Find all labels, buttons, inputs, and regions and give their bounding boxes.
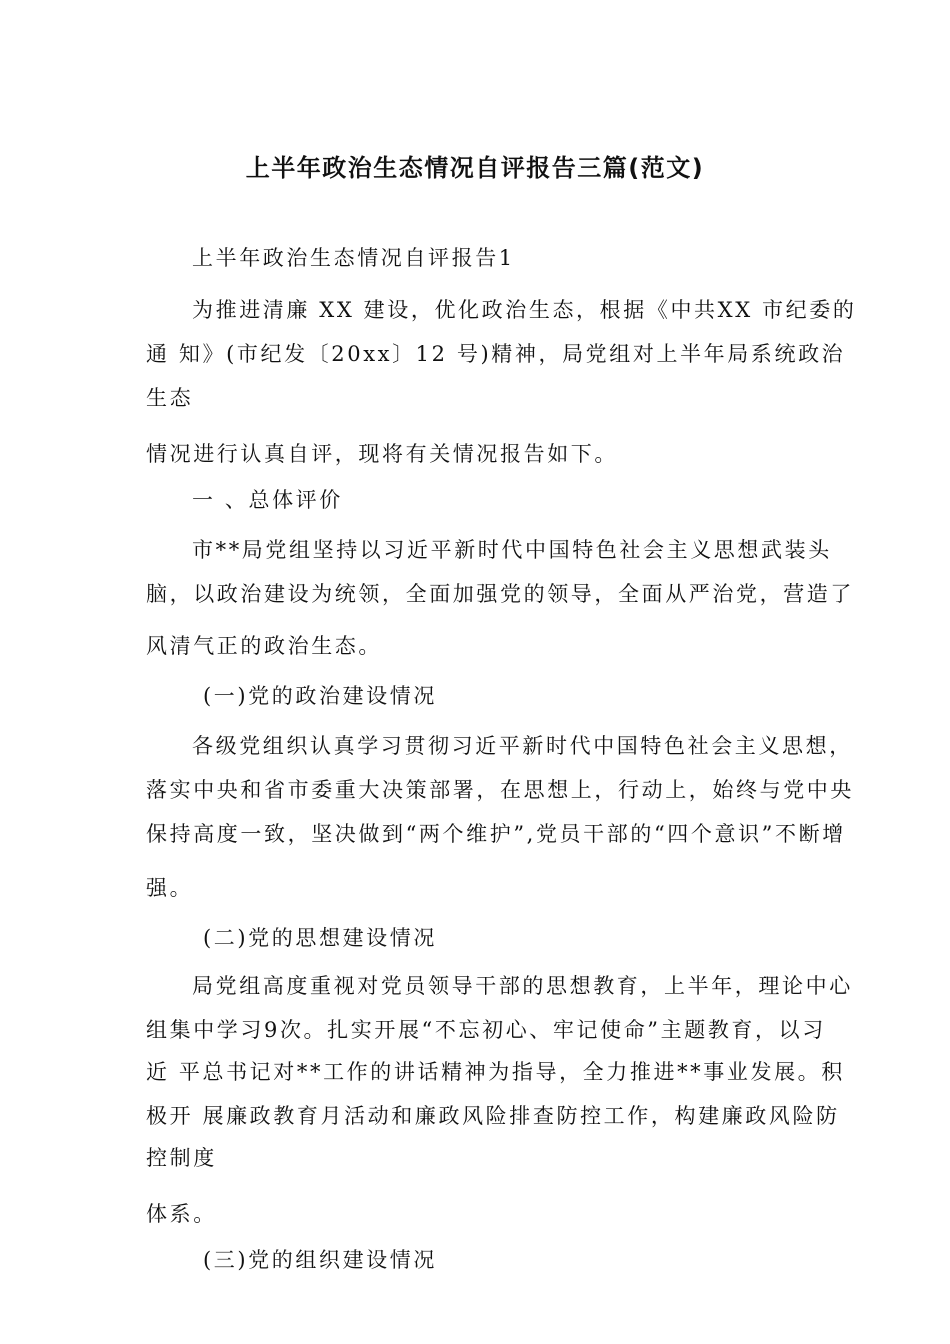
paragraph-line: 脑，以政治建设为统领，全面加强党的领导，全面从严治党，营造了 <box>146 582 854 606</box>
paragraph-line: 风清气正的政治生态。 <box>146 634 382 658</box>
paragraph-line: 强。 <box>146 876 194 900</box>
paragraph-line: 通 知》(市纪发〔20xx〕12 号)精神，局党组对上半年局系统政治 <box>146 342 846 366</box>
paragraph-line: 保持高度一致，坚决做到“两个维护”,党员干部的“四个意识”不断增 <box>146 822 846 846</box>
paragraph-line: 体系。 <box>146 1202 217 1226</box>
paragraph-line: 极开 展廉政教育月活动和廉政风险排查防控工作，构建廉政风险防 <box>146 1104 840 1128</box>
section-heading: 上半年政治生态情况自评报告1 <box>192 246 515 270</box>
section-heading: 一 、总体评价 <box>192 488 343 512</box>
paragraph-line: 情况进行认真自评，现将有关情况报告如下。 <box>146 442 618 466</box>
document-title: 上半年政治生态情况自评报告三篇(范文) <box>245 154 705 182</box>
paragraph-line: 局党组高度重视对党员领导干部的思想教育，上半年，理论中心 <box>192 974 853 998</box>
subsection-heading: (三)党的组织建设情况 <box>203 1248 437 1272</box>
paragraph-line: 控制度 <box>146 1146 217 1170</box>
paragraph-line: 落实中央和省市委重大决策部署，在思想上，行动上，始终与党中央 <box>146 778 854 802</box>
paragraph-line: 近 平总书记对**工作的讲话精神为指导，全力推进**事业发展。积 <box>146 1060 845 1084</box>
paragraph-line: 组集中学习9次。扎实开展“不忘初心、牢记使命”主题教育，以习 <box>146 1018 826 1042</box>
subsection-heading: (二)党的思想建设情况 <box>203 926 437 950</box>
subsection-heading: (一)党的政治建设情况 <box>203 684 437 708</box>
paragraph-line: 为推进清廉 XX 建设，优化政治生态，根据《中共XX 市纪委的 <box>192 298 857 322</box>
paragraph-line: 各级党组织认真学习贯彻习近平新时代中国特色社会主义思想， <box>192 734 853 758</box>
paragraph-line: 市**局党组坚持以习近平新时代中国特色社会主义思想武装头 <box>192 538 832 562</box>
paragraph-line: 生态 <box>146 386 194 410</box>
